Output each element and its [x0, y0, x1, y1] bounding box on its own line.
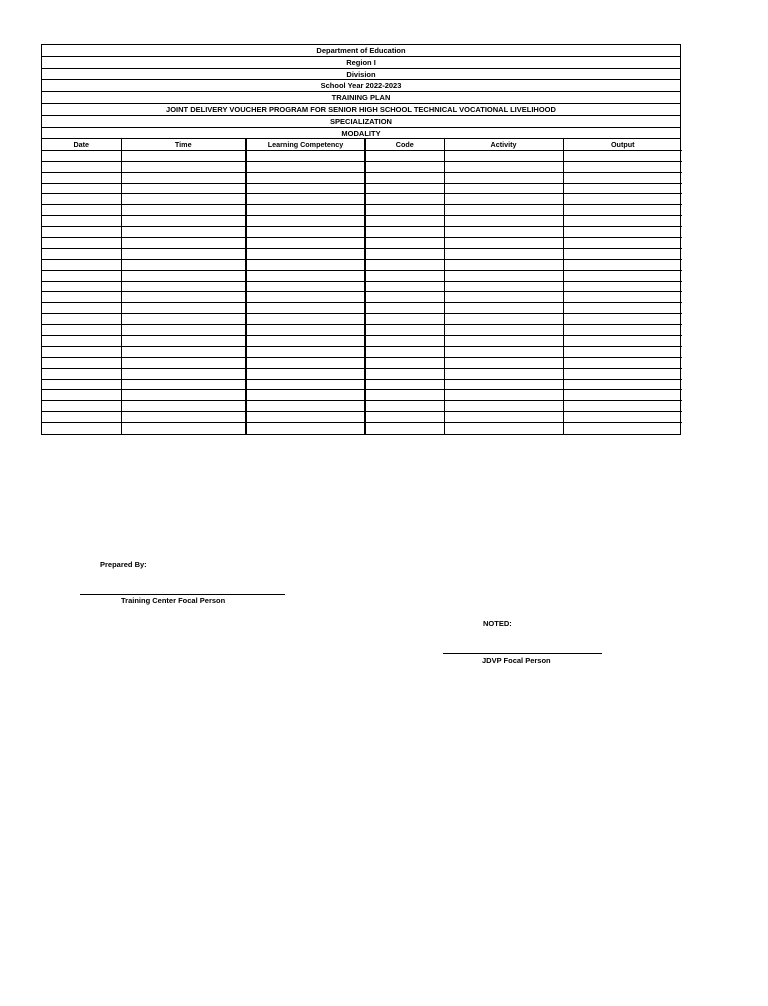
prepared-by-signature-line[interactable]: [80, 594, 285, 595]
table-row: [42, 248, 682, 259]
table-cell[interactable]: [563, 183, 682, 194]
table-cell[interactable]: [121, 325, 246, 336]
column-header-output: Output: [563, 139, 682, 150]
table-cell[interactable]: [246, 423, 365, 434]
table-cell[interactable]: [121, 314, 246, 325]
table-cell[interactable]: [121, 238, 246, 249]
table-cell[interactable]: [444, 194, 563, 205]
table-cell[interactable]: [246, 183, 365, 194]
table-cell[interactable]: [365, 259, 444, 270]
table-cell[interactable]: [42, 161, 121, 172]
table-cell[interactable]: [42, 292, 121, 303]
table-cell[interactable]: [121, 270, 246, 281]
table-cell[interactable]: [365, 172, 444, 183]
table-cell[interactable]: [121, 303, 246, 314]
table-cell[interactable]: [444, 216, 563, 227]
table-cell[interactable]: [563, 292, 682, 303]
table-cell[interactable]: [246, 314, 365, 325]
table-cell[interactable]: [365, 292, 444, 303]
table-cell[interactable]: [365, 314, 444, 325]
table-cell[interactable]: [563, 401, 682, 412]
table-cell[interactable]: [121, 150, 246, 161]
table-cell[interactable]: [563, 227, 682, 238]
table-cell[interactable]: [121, 401, 246, 412]
table-cell[interactable]: [444, 401, 563, 412]
table-cell[interactable]: [121, 216, 246, 227]
header-line: Division: [42, 69, 680, 81]
table-cell[interactable]: [121, 357, 246, 368]
table-cell[interactable]: [42, 401, 121, 412]
table-cell[interactable]: [444, 281, 563, 292]
table-cell[interactable]: [121, 172, 246, 183]
table-cell[interactable]: [365, 183, 444, 194]
table-row: [42, 238, 682, 249]
table-cell[interactable]: [246, 248, 365, 259]
table-cell[interactable]: [444, 227, 563, 238]
column-header-activity: Activity: [444, 139, 563, 150]
table-cell[interactable]: [444, 270, 563, 281]
table-cell[interactable]: [42, 336, 121, 347]
table-cell[interactable]: [42, 248, 121, 259]
table-body: [42, 150, 682, 433]
table-row: [42, 303, 682, 314]
table-cell[interactable]: [42, 412, 121, 423]
table-cell[interactable]: [246, 205, 365, 216]
table-cell[interactable]: [444, 336, 563, 347]
table-cell[interactable]: [365, 150, 444, 161]
table-cell[interactable]: [121, 227, 246, 238]
table-cell[interactable]: [563, 423, 682, 434]
table-cell[interactable]: [365, 161, 444, 172]
table-cell[interactable]: [121, 292, 246, 303]
table-cell[interactable]: [42, 194, 121, 205]
table-cell[interactable]: [444, 412, 563, 423]
table-cell[interactable]: [42, 270, 121, 281]
table-cell[interactable]: [246, 292, 365, 303]
table-cell[interactable]: [42, 227, 121, 238]
table-row: [42, 423, 682, 434]
table-cell[interactable]: [444, 346, 563, 357]
table-cell[interactable]: [246, 150, 365, 161]
column-header-learning-competency: Learning Competency: [246, 139, 365, 150]
table-row: [42, 270, 682, 281]
table-cell[interactable]: [444, 314, 563, 325]
table-cell[interactable]: [246, 238, 365, 249]
table-cell[interactable]: [365, 390, 444, 401]
table-row: [42, 379, 682, 390]
table-cell[interactable]: [563, 205, 682, 216]
table-cell[interactable]: [563, 150, 682, 161]
table-cell[interactable]: [444, 390, 563, 401]
table-cell[interactable]: [444, 303, 563, 314]
table-cell[interactable]: [246, 357, 365, 368]
table-cell[interactable]: [365, 216, 444, 227]
table-header-row: [42, 139, 682, 150]
table-cell[interactable]: [246, 379, 365, 390]
document-header: [42, 45, 680, 139]
table-cell[interactable]: [121, 346, 246, 357]
table-cell[interactable]: [246, 259, 365, 270]
table-cell[interactable]: [246, 390, 365, 401]
table-cell[interactable]: [365, 336, 444, 347]
table-cell[interactable]: [42, 259, 121, 270]
table-cell[interactable]: [42, 390, 121, 401]
table-cell[interactable]: [444, 423, 563, 434]
table-cell[interactable]: [246, 194, 365, 205]
table-cell[interactable]: [444, 248, 563, 259]
column-header-date: Date: [42, 139, 121, 150]
table-cell[interactable]: [42, 238, 121, 249]
table-cell[interactable]: [563, 357, 682, 368]
table-cell[interactable]: [444, 368, 563, 379]
table-row: [42, 161, 682, 172]
table-cell[interactable]: [563, 172, 682, 183]
table-cell[interactable]: [121, 336, 246, 347]
training-plan-sheet: [41, 44, 681, 435]
table-cell[interactable]: [563, 281, 682, 292]
table-cell[interactable]: [42, 183, 121, 194]
table-cell[interactable]: [563, 259, 682, 270]
table-cell[interactable]: [42, 423, 121, 434]
table-cell[interactable]: [563, 248, 682, 259]
table-cell[interactable]: [365, 357, 444, 368]
table-cell[interactable]: [365, 401, 444, 412]
table-row: [42, 281, 682, 292]
table-cell[interactable]: [365, 270, 444, 281]
table-cell[interactable]: [42, 303, 121, 314]
table-cell[interactable]: [365, 412, 444, 423]
table-row: [42, 227, 682, 238]
table-cell[interactable]: [246, 172, 365, 183]
table-cell[interactable]: [121, 205, 246, 216]
table-cell[interactable]: [563, 346, 682, 357]
table-cell[interactable]: [246, 303, 365, 314]
table-cell[interactable]: [121, 194, 246, 205]
table-cell[interactable]: [246, 227, 365, 238]
column-header-code: Code: [365, 139, 444, 150]
prepared-by-label: Prepared By:: [100, 560, 147, 569]
table-cell[interactable]: [121, 248, 246, 259]
table-cell[interactable]: [42, 150, 121, 161]
table-cell[interactable]: [563, 325, 682, 336]
table-cell[interactable]: [365, 303, 444, 314]
prepared-by-role: Training Center Focal Person: [121, 596, 226, 605]
table-row: [42, 205, 682, 216]
header-line: Region I: [42, 57, 680, 69]
table-cell[interactable]: [444, 183, 563, 194]
table-cell[interactable]: [563, 161, 682, 172]
table-cell[interactable]: [246, 281, 365, 292]
table-cell[interactable]: [365, 238, 444, 249]
table-cell[interactable]: [121, 412, 246, 423]
table-cell[interactable]: [246, 216, 365, 227]
table-cell[interactable]: [365, 325, 444, 336]
table-cell[interactable]: [42, 357, 121, 368]
table-cell[interactable]: [42, 172, 121, 183]
training-plan-table: [42, 139, 682, 433]
table-row: [42, 292, 682, 303]
table-cell[interactable]: [444, 325, 563, 336]
table-cell[interactable]: [121, 161, 246, 172]
table-cell[interactable]: [444, 161, 563, 172]
table-cell[interactable]: [563, 390, 682, 401]
table-cell[interactable]: [121, 379, 246, 390]
header-line: TRAINING PLAN: [42, 92, 680, 104]
table-row: [42, 314, 682, 325]
table-cell[interactable]: [246, 270, 365, 281]
table-cell[interactable]: [246, 336, 365, 347]
table-row: [42, 368, 682, 379]
table-cell[interactable]: [246, 401, 365, 412]
header-line: Department of Education: [42, 45, 680, 57]
table-row: [42, 357, 682, 368]
table-cell[interactable]: [365, 205, 444, 216]
header-line: School Year 2022-2023: [42, 80, 680, 92]
table-row: [42, 401, 682, 412]
table-cell[interactable]: [365, 248, 444, 259]
table-row: [42, 390, 682, 401]
table-cell[interactable]: [563, 336, 682, 347]
table-cell[interactable]: [444, 238, 563, 249]
table-cell[interactable]: [246, 161, 365, 172]
table-cell[interactable]: [444, 150, 563, 161]
table-cell[interactable]: [246, 346, 365, 357]
table-cell[interactable]: [246, 325, 365, 336]
table-cell[interactable]: [444, 172, 563, 183]
table-cell[interactable]: [42, 205, 121, 216]
table-cell[interactable]: [365, 346, 444, 357]
table-cell[interactable]: [563, 368, 682, 379]
table-cell[interactable]: [444, 205, 563, 216]
table-cell[interactable]: [42, 379, 121, 390]
table-cell[interactable]: [42, 281, 121, 292]
table-cell[interactable]: [563, 238, 682, 249]
table-row: [42, 412, 682, 423]
noted-signature-line[interactable]: [443, 653, 602, 654]
table-cell[interactable]: [42, 216, 121, 227]
table-cell[interactable]: [42, 368, 121, 379]
table-row: [42, 194, 682, 205]
table-row: [42, 172, 682, 183]
table-cell[interactable]: [121, 390, 246, 401]
table-cell[interactable]: [563, 303, 682, 314]
table-row: [42, 346, 682, 357]
table-cell[interactable]: [365, 281, 444, 292]
header-line: JOINT DELIVERY VOUCHER PROGRAM FOR SENIOR HIGH SCHOOL TECHNICAL VOCATIONAL LIVELIHOOD: [42, 104, 680, 116]
table-cell[interactable]: [444, 292, 563, 303]
table-cell[interactable]: [42, 346, 121, 357]
table-cell[interactable]: [246, 368, 365, 379]
table-cell[interactable]: [365, 423, 444, 434]
table-cell[interactable]: [121, 281, 246, 292]
table-cell[interactable]: [365, 227, 444, 238]
table-cell[interactable]: [444, 357, 563, 368]
table-cell[interactable]: [365, 194, 444, 205]
table-cell[interactable]: [121, 368, 246, 379]
table-cell[interactable]: [121, 183, 246, 194]
table-cell[interactable]: [563, 314, 682, 325]
table-cell[interactable]: [365, 379, 444, 390]
table-cell[interactable]: [563, 379, 682, 390]
table-row: [42, 336, 682, 347]
table-row: [42, 216, 682, 227]
header-line: MODALITY: [42, 128, 680, 140]
table-row: [42, 150, 682, 161]
column-header-time: Time: [121, 139, 246, 150]
table-cell[interactable]: [444, 259, 563, 270]
table-cell[interactable]: [365, 368, 444, 379]
table-cell[interactable]: [42, 325, 121, 336]
table-row: [42, 325, 682, 336]
table-row: [42, 259, 682, 270]
table-cell[interactable]: [42, 314, 121, 325]
table-cell[interactable]: [563, 194, 682, 205]
noted-label: NOTED:: [483, 619, 512, 628]
header-line: SPECIALIZATION: [42, 116, 680, 128]
table-cell[interactable]: [444, 379, 563, 390]
noted-role: JDVP Focal Person: [482, 656, 551, 665]
table-cell[interactable]: [121, 259, 246, 270]
table-cell[interactable]: [563, 412, 682, 423]
table-cell[interactable]: [563, 270, 682, 281]
table-row: [42, 183, 682, 194]
table-cell[interactable]: [246, 412, 365, 423]
table-cell[interactable]: [563, 216, 682, 227]
table-cell[interactable]: [121, 423, 246, 434]
